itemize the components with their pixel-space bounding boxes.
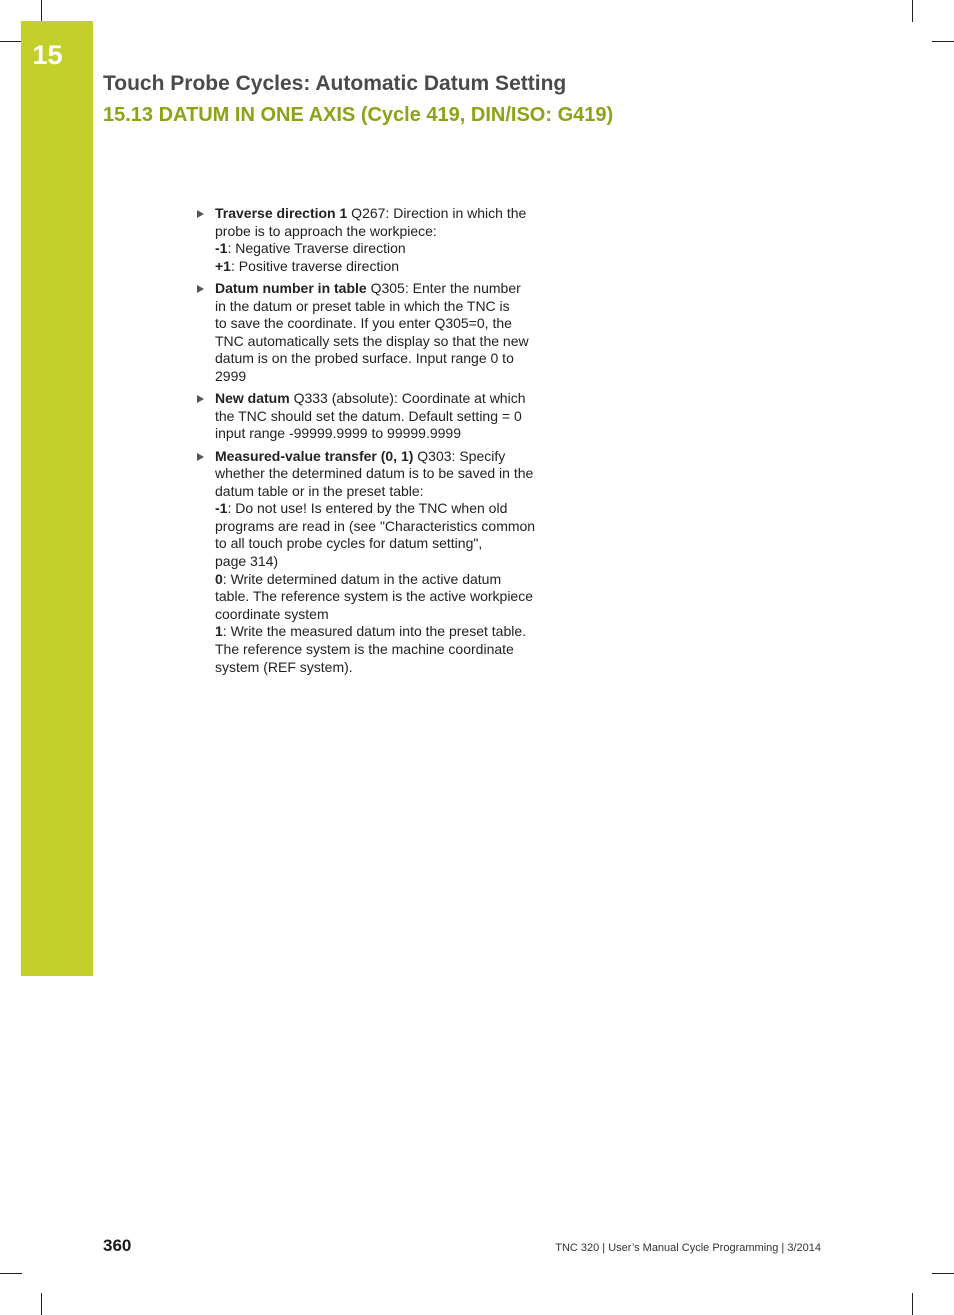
parameter-line xyxy=(215,298,563,316)
parameter-line xyxy=(215,425,563,443)
description-text: : Negative Traverse direction xyxy=(227,240,406,257)
parameter-list xyxy=(193,205,563,681)
parameter-line xyxy=(215,350,563,368)
description-text: The reference system is the machine coordinate xyxy=(215,641,514,658)
crop-mark xyxy=(932,1273,954,1274)
description-text: to save the coordinate. If you enter Q305=0, the xyxy=(215,315,512,332)
parameter-line xyxy=(215,408,563,426)
parameter-line xyxy=(215,659,563,677)
parameter-line xyxy=(215,500,563,518)
parameter-line xyxy=(215,280,563,298)
parameter-line xyxy=(215,518,563,536)
description-text: input range -99999.9999 to 99999.9999 xyxy=(215,425,461,442)
parameter-line xyxy=(215,553,563,571)
bullet-arrow-icon xyxy=(197,210,204,218)
parameter-item xyxy=(193,448,563,677)
bullet-arrow-icon xyxy=(197,453,204,461)
crop-mark xyxy=(912,0,913,22)
bullet-arrow-icon xyxy=(197,395,204,403)
description-text: Q303: Specify xyxy=(413,447,506,464)
parameter-line xyxy=(215,315,563,333)
parameter-line xyxy=(215,623,563,641)
description-text: coordinate system xyxy=(215,605,329,622)
parameter-item xyxy=(193,280,563,386)
value-code: 0 xyxy=(215,570,223,587)
parameter-label: Datum number in table xyxy=(215,279,367,296)
value-code: +1 xyxy=(215,257,231,274)
page-number: 360 xyxy=(103,1236,132,1255)
parameter-item xyxy=(193,390,563,443)
crop-mark xyxy=(912,1293,913,1315)
parameter-line xyxy=(215,205,563,223)
parameter-line xyxy=(215,641,563,659)
crop-mark xyxy=(0,1273,22,1274)
parameter-line xyxy=(215,448,563,466)
parameter-line xyxy=(215,390,563,408)
parameter-line xyxy=(215,606,563,624)
parameter-label: Traverse direction 1 xyxy=(215,205,348,221)
description-text: whether the determined datum is to be saved in the xyxy=(215,465,534,482)
description-text: 2999 xyxy=(215,367,247,384)
description-text: table. The reference system is the active workpiece xyxy=(215,588,534,605)
description-text: programs are read in (see "Characteristics common xyxy=(215,517,536,534)
bullet-arrow-icon xyxy=(197,285,204,293)
section-title: 15.13 DATUM IN ONE AXIS (Cycle 419, DIN/ISO: G419) xyxy=(103,104,614,126)
crop-mark xyxy=(41,1293,42,1315)
parameter-line xyxy=(215,223,563,241)
description-text: Q333 (absolute): Coordinate at which xyxy=(289,390,526,407)
description-text: : Write determined datum in the active datum xyxy=(222,570,502,587)
description-text: to all touch probe cycles for datum setting", xyxy=(215,535,483,552)
chapter-number: 15 xyxy=(32,40,63,70)
parameter-line xyxy=(215,258,563,276)
description-text: datum table or in the preset table: xyxy=(215,482,424,499)
description-text: : Write the measured datum into the preset table. xyxy=(222,623,527,640)
parameter-label: Measured-value transfer (0, 1) xyxy=(215,447,414,464)
crop-mark xyxy=(41,0,42,22)
description-text: Q267: Direction in which the xyxy=(347,205,527,221)
parameter-line xyxy=(215,240,563,258)
description-text: Q305: Enter the number xyxy=(366,279,521,296)
parameter-line xyxy=(215,535,563,553)
parameter-item xyxy=(193,205,563,275)
parameter-line xyxy=(215,333,563,351)
description-text: datum is on the probed surface. Input range 0 to xyxy=(215,350,514,367)
chapter-title: Touch Probe Cycles: Automatic Datum Setting xyxy=(103,72,567,95)
parameter-label: New datum xyxy=(215,390,290,407)
description-text: the TNC should set the datum. Default setting = 0 xyxy=(215,407,522,424)
value-code: 1 xyxy=(215,623,223,640)
description-text: page 314) xyxy=(215,553,279,570)
parameter-line xyxy=(215,483,563,501)
parameter-line xyxy=(215,465,563,483)
parameter-line xyxy=(215,368,563,386)
parameter-line xyxy=(215,571,563,589)
value-code: -1 xyxy=(215,500,228,517)
description-text: TNC automatically sets the display so that the new xyxy=(215,332,529,349)
description-text: system (REF system). xyxy=(215,658,353,675)
value-code: -1 xyxy=(215,240,228,257)
parameter-line xyxy=(215,588,563,606)
description-text: in the datum or preset table in which the TNC is xyxy=(215,297,510,314)
crop-mark xyxy=(932,41,954,42)
description-text: probe is to approach the workpiece: xyxy=(215,222,437,239)
chapter-side-bar xyxy=(21,21,93,976)
description-text: : Do not use! Is entered by the TNC when old xyxy=(227,500,508,517)
description-text: : Positive traverse direction xyxy=(230,257,400,274)
footer-text: TNC 320 | User’s Manual Cycle Programming | 3/2014 xyxy=(555,1242,821,1254)
